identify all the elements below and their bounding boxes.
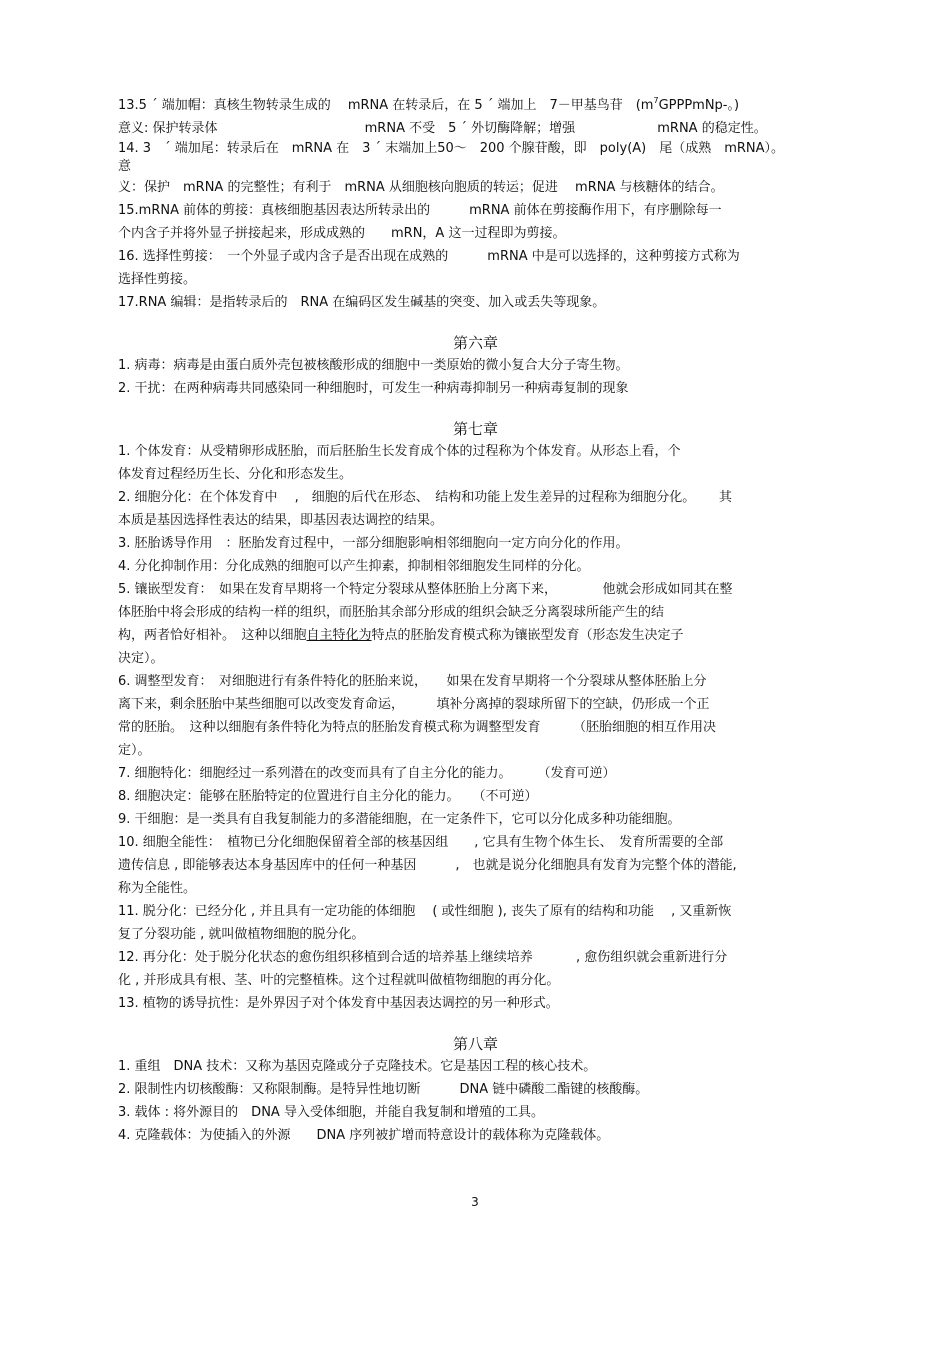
chapter-8-title: 第八章 <box>452 1035 498 1053</box>
term-8-line: 2. 限制性内切核酸酶：又称限制酶。是特异性地切断 DNA 链中磷酸二酯键的核酸酶。 <box>118 1082 649 1097</box>
term-5-tail-line1: 14. 3 ´ 端加尾：转录后在 mRNA 在 3 ´ 末端加上50～ 200 个腺苷酸，即 poly(A) 尾（成熟 mRNA）。 <box>118 141 785 156</box>
term-7-line: 7. 细胞特化：细胞经过一系列潜在的改变而具有了自主分化的能力。 （发育可逆） <box>118 766 616 781</box>
term-5-rna-editing: 17.RNA 编辑：是指转录后的 RNA 在编码区发生碱基的突变、加入或丢失等现象。 <box>118 295 606 310</box>
term-7-line: 8. 细胞决定：能够在胚胎特定的位置进行自主分化的能力。 （不可逆） <box>118 789 538 804</box>
chapter-6-title: 第六章 <box>452 334 498 352</box>
term-5-cap-line2: 意义: 保护转录体 mRNA 不受 5 ´ 外切酶降解；增强 mRNA 的稳定性。 <box>118 121 767 136</box>
term-7-line: 6. 调整型发育： 对细胞进行有条件特化的胚胎来说， 如果在发育早期将一个分裂球从整体胚胎上分 <box>118 674 707 689</box>
term-8-line: 4. 克隆载体：为使插入的外源 DNA 序列被扩增而特意设计的载体称为克隆载体。 <box>118 1128 610 1143</box>
term-7-line: 化 , 并形成具有根、茎、叶的完整植株。这个过程就叫做植物细胞的再分化。 <box>118 973 560 988</box>
term-5-alt-splicing-line2: 选择性剪接。 <box>118 272 197 287</box>
term-7-line: 体胚胎中将会形成的结构一样的组织，而胚胎其余部分形成的组织会缺乏分离裂球所能产生的结 <box>118 605 665 620</box>
term-5-tail-line2: 义：保护 mRNA 的完整性；有利于 mRNA 从细胞核向胞质的转运；促进 mRNA 与核糖体的结合。 <box>118 180 724 195</box>
term-7-line: 1. 个体发育：从受精卵形成胚胎，而后胚胎生长发育成个体的过程称为个体发育。从形态上看，个 <box>118 444 681 459</box>
term-7-line: 12. 再分化：处于脱分化状态的愈伤组织移植到合适的培养基上继续培养 , 愈伤组织就会重新进行分 <box>118 950 728 965</box>
term-7-line: 11. 脱分化：已经分化 , 并且具有一定功能的体细胞 ( 或性细胞 ), 丧失了原有的结构和功能 , 又重新恢 <box>118 904 732 919</box>
term-7-line: 复了分裂功能 , 就叫做植物细胞的脱分化。 <box>118 927 365 942</box>
term-7-line: 本质是基因选择性表达的结果，即基因表达调控的结果。 <box>118 513 444 528</box>
term-7-line: 常的胚胎。 这种以细胞有条件特化为特点的胚胎发育模式称为调整型发育 （胚胎细胞的相互作用决 <box>118 720 717 735</box>
underlined-text: 自主特化为 <box>306 628 372 643</box>
term-7-line: 称为全能性。 <box>118 881 197 896</box>
term-7-line: 体发育过程经历生长、分化和形态发生。 <box>118 467 353 482</box>
term-6-interference: 2. 干扰：在两种病毒共同感染同一种细胞时，可发生一种病毒抑制另一种病毒复制的现象 <box>118 381 629 396</box>
term-5-cap-line1: 13.5 ´ 端加帽：真核生物转录生成的 mRNA 在转录后，在 5 ´ 端加上 7－甲基鸟苷 ($m^7GPPPmNp-$。) <box>118 96 740 113</box>
term-7-mosaic-line3: 构，两者恰好相补。 这种以细胞自主特化为特点的胚胎发育模式称为镶嵌型发育（形态发生决定子 <box>118 628 684 643</box>
page-number: 3 <box>471 1195 479 1209</box>
page-content <box>118 94 833 1147</box>
term-7-line: 10. 细胞全能性： 植物已分化细胞保留着全部的核基因组 , 它具有生物个体生长、 发育所需要的全部 <box>118 835 724 850</box>
term-7-line: 决定）。 <box>118 651 164 666</box>
term-8-line: 1. 重组 DNA 技术：又称为基因克隆或分子克隆技术。它是基因工程的核心技术。 <box>118 1059 597 1074</box>
term-7-line: 3. 胚胎诱导作用 ：胚胎发育过程中，一部分细胞影响相邻细胞向一定方向分化的作用。 <box>118 536 629 551</box>
term-7-line: 离下来，剩余胚胎中某些细胞可以改变发育命运， 填补分离掉的裂球所留下的空缺，仍形成一个正 <box>118 697 710 712</box>
term-5-splicing-line1: 15.mRNA 前体的剪接：真核细胞基因表达所转录出的 mRNA 前体在剪接酶作用下，有序删除每一 <box>118 203 722 218</box>
term-5-alt-splicing-line1: 16. 选择性剪接： 一个外显子或内含子是否出现在成熟的 mRNA 中是可以选择的，这种剪接方式称为 <box>118 249 740 264</box>
term-5-splicing-line2: 个内含子并将外显子拼接起来，形成成熟的 mRN，A 这一过程即为剪接。 <box>118 226 566 241</box>
term-7-line: 定）。 <box>118 743 151 758</box>
term-7-line: 4. 分化抑制作用：分化成熟的细胞可以产生抑素，抑制相邻细胞发生同样的分化。 <box>118 559 590 574</box>
chapter-7-title: 第七章 <box>452 420 498 438</box>
term-7-line: 2. 细胞分化：在个体发育中 , 细胞的后代在形态、 结构和功能上发生差异的过程称为细胞分化。 其 <box>118 490 732 505</box>
term-7-line: 遗传信息 , 即能够表达本身基因库中的任何一种基因 , 也就是说分化细胞具有发育为完整个体的潜能, <box>118 858 737 873</box>
term-5-tail-line1b: 意 <box>118 159 132 174</box>
term-7-line: 13. 植物的诱导抗性：是外界因子对个体发育中基因表达调控的另一种形式。 <box>118 996 559 1011</box>
term-7-line: 9. 干细胞：是一类具有自我复制能力的多潜能细胞，在一定条件下，它可以分化成多种功能细胞。 <box>118 812 681 827</box>
superscript: 7 <box>653 96 659 105</box>
term-6-virus: 1. 病毒：病毒是由蛋白质外壳包被核酸形成的细胞中一类原始的微小复合大分子寄生物。 <box>118 358 629 373</box>
term-8-line: 3. 载体 : 将外源目的 DNA 导入受体细胞，并能自我复制和增殖的工具。 <box>118 1105 544 1120</box>
term-7-line: 5. 镶嵌型发育： 如果在发育早期将一个特定分裂球从整体胚胎上分离下来， 他就会形成如同其在整 <box>118 582 733 597</box>
